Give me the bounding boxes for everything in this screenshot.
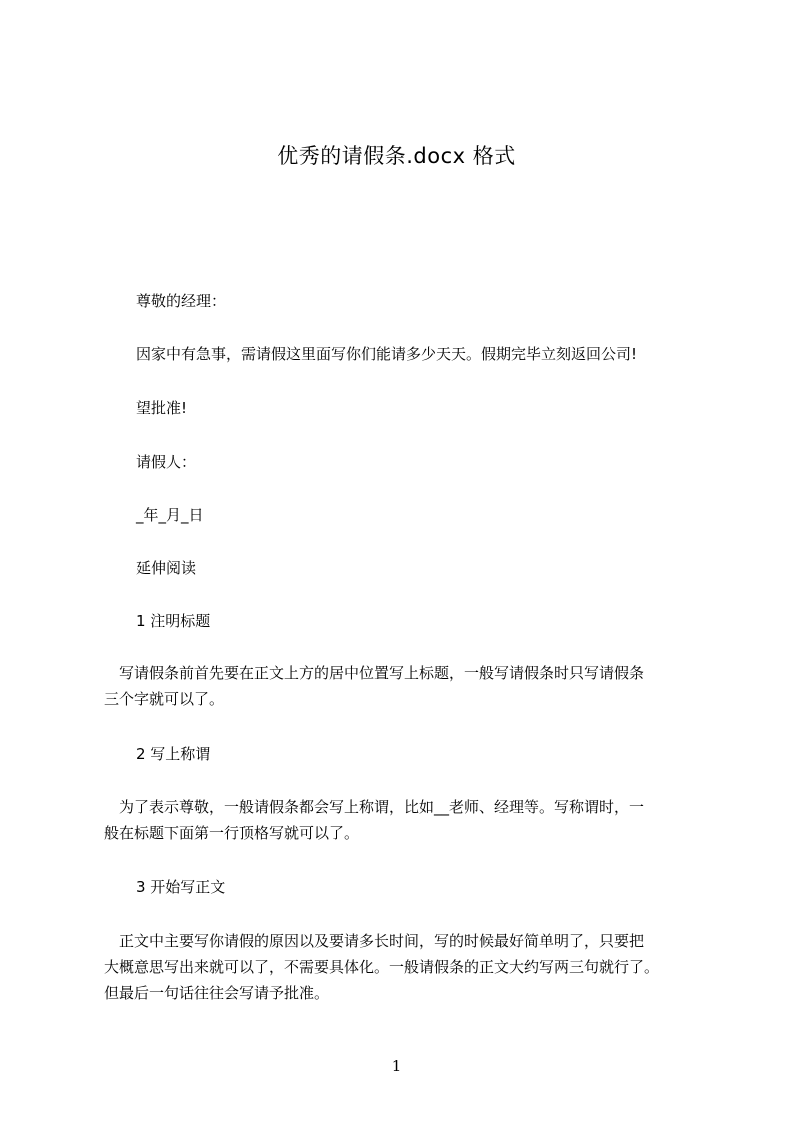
section-paragraph xyxy=(104,660,704,712)
page-number: 1 xyxy=(391,1057,402,1075)
extended-reading-heading: 延伸阅读 xyxy=(136,559,197,577)
paragraph-line: 但最后一句话往往会写请予批准。 xyxy=(104,984,330,1002)
paragraph-line: 写请假条前首先要在正文上方的居中位置写上标题，一般写请假条时只写请假条 xyxy=(104,664,645,682)
section-heading: 3 开始写正文 xyxy=(136,878,226,896)
paragraph-line: 大概意思写出来就可以了，不需要具体化。一般请假条的正文大约写两三句就行了。 xyxy=(104,958,660,976)
paragraph-line: 正文中主要写你请假的原因以及要请多长时间，写的时候最好简单明了，只要把 xyxy=(104,932,645,950)
section-heading: 1 注明标题 xyxy=(136,612,211,630)
paragraph-line: 为了表示尊敬，一般请假条都会写上称谓，比如__老师、经理等。写称谓时，一 xyxy=(104,798,645,816)
date-line: _年_月_日 xyxy=(136,506,204,524)
document-title: 优秀的请假条.docx 格式 xyxy=(277,144,516,168)
section-paragraph xyxy=(104,928,704,1006)
salutation: 尊敬的经理： xyxy=(136,292,227,310)
paragraph-line: 三个字就可以了。 xyxy=(104,690,225,708)
applicant-label: 请假人： xyxy=(136,453,197,471)
approval-request: 望批准! xyxy=(136,399,188,417)
paragraph-line: 般在标题下面第一行顶格写就可以了。 xyxy=(104,824,360,842)
section-paragraph xyxy=(104,794,704,846)
section-heading: 2 写上称谓 xyxy=(136,745,211,763)
request-body: 因家中有急事，需请假这里面写你们能请多少天天。假期完毕立刻返回公司! xyxy=(136,345,638,363)
